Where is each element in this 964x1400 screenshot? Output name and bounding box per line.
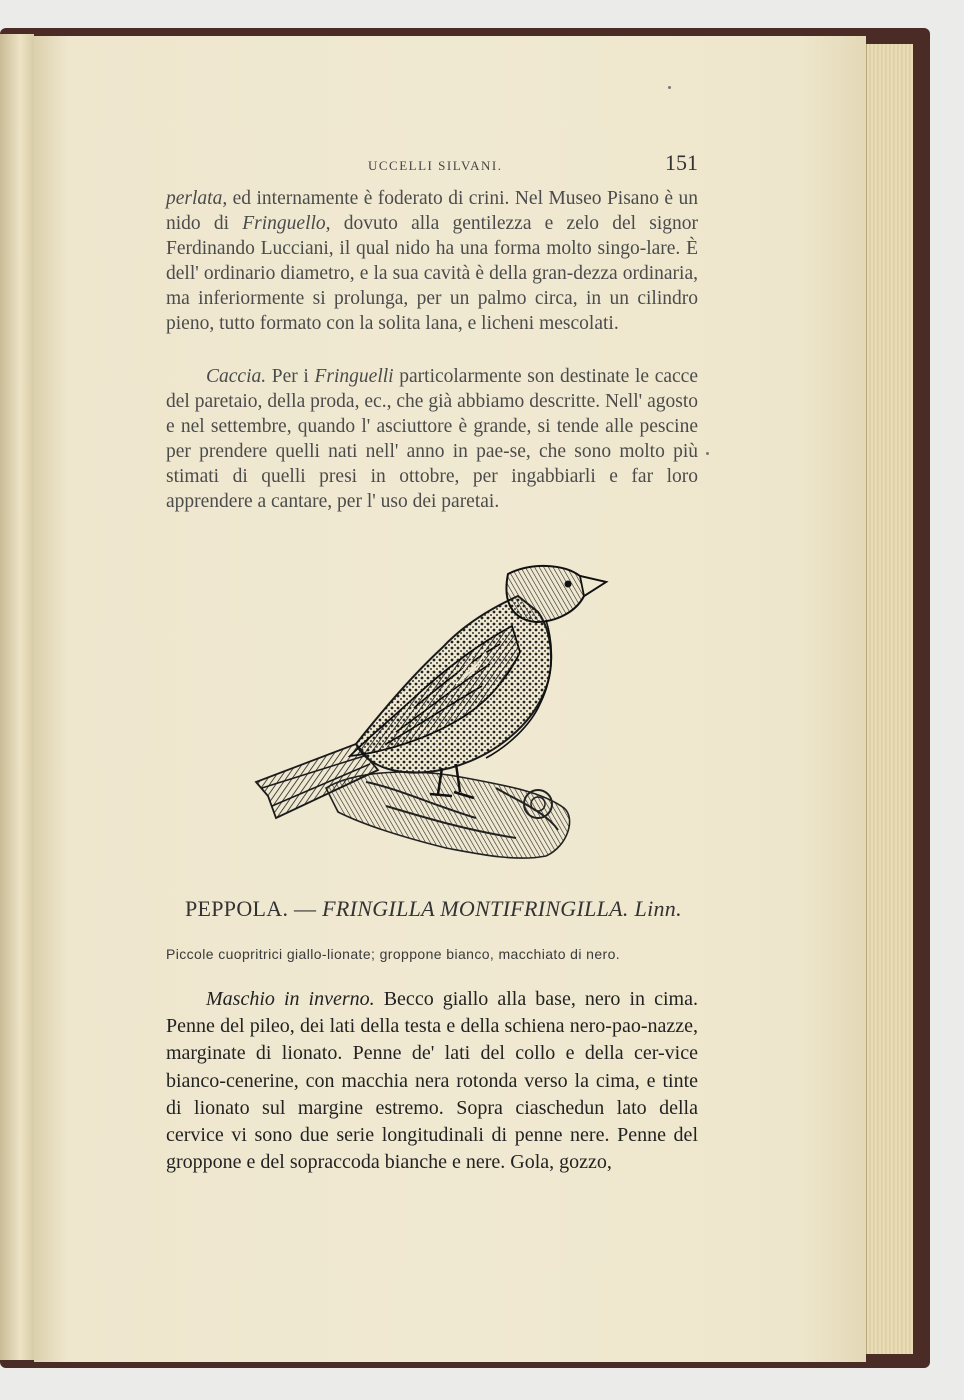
italic-word: perlata, <box>166 188 228 209</box>
paragraph-nest-description: perlata, ed internamente è foderato di crini. Nel Museo Pisano è un nido di Fringuello, dovuto alla gentilezza e zelo del signor Ferdinando Lucciani, il qual nido ha una forma molto singo-lare. È dell' ordinario diametro, e la sua cavità è della gran-dezza ordinaria, ma inferiormente si prolunga, per un palmo circa, in un cilindro pieno, tutto formato con la solita lana, e licheni mescolati. <box>166 188 698 334</box>
paragraph-caccia: Caccia. Per i Fringuelli particolarmente son destinate le cacce del paretaio, della proda, ec., che già abbiamo descritte. Nell' agosto e nel settembre, quando l' asciuttore è grande, si tende alle pescine per prendere quelli nati nell' anno in pae-se, che sono molto più stimati di quelli presi in ottobre, per ingabbiarli e far loro apprendere a cantare, per l' uso dei paretai. <box>166 366 698 512</box>
italic-word: Fringuello, <box>242 213 331 234</box>
speck <box>706 452 709 455</box>
species-caption <box>185 896 685 922</box>
paragraph-male-winter: Maschio in inverno. Becco giallo alla base, nero in cima. Penne del pileo, dei lati della testa e della schiena nero-pao-nazze, marginate di lionato. Penne de' lati del collo e della cer-vice bianco-cenerine, con macchia nera rotonda verso la cima, e tinte di lionato sul margine estremo. Sopra ciaschedun lato della cervice vi sono due serie longitudinali di penne nere. Penne del groppone e del sopraccoda bianche e nere. Gola, gozzo, <box>166 988 698 1174</box>
common-name: PEPPOLA. — <box>185 896 317 921</box>
authority: Linn. <box>634 896 682 921</box>
latin-name: FRINGILLA MONTIFRINGILLA. <box>322 896 629 921</box>
section-label: Maschio in inverno. <box>206 988 375 1010</box>
facing-page-edge <box>0 34 34 1360</box>
page-block-edges <box>866 44 913 1354</box>
diagnostic-line: Piccole cuopritrici giallo-lionate; groppone bianco, macchiato di nero. <box>166 946 621 962</box>
section-label: Caccia. <box>206 366 267 387</box>
brambling-illustration <box>246 556 616 868</box>
page-number: 151 <box>665 150 698 175</box>
speck <box>668 86 671 89</box>
running-head: UCCELLI SILVANI. <box>368 158 503 173</box>
page-header <box>166 152 698 180</box>
italic-word: Fringuelli <box>314 366 394 387</box>
